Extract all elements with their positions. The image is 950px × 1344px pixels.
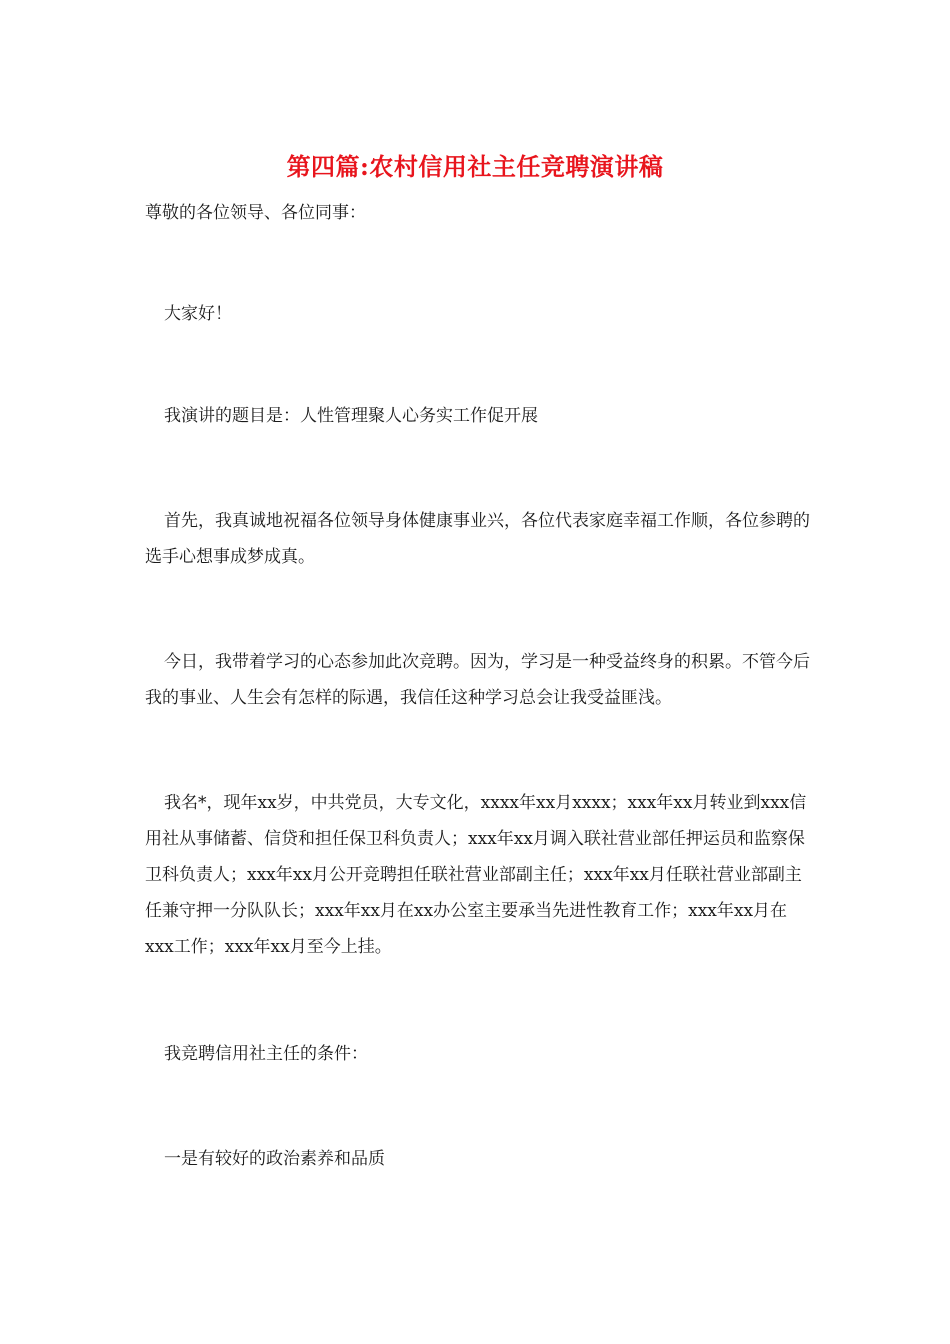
document-title: 第四篇:农村信用社主任竞聘演讲稿 (286, 152, 664, 181)
paragraph-greeting: 大家好！ (164, 304, 232, 324)
paragraph-speech-topic: 我演讲的题目是：人性管理聚人心务实工作促开展 (164, 406, 538, 426)
paragraph-learning: 今日，我带着学习的心态参加此次竞聘。因为，学习是一种受益终身的积累。不管今后我的事业、人生会有怎样的际遇，我信任这种学习总会让我受益匪浅。 (145, 652, 810, 708)
paragraph-blessing: 首先，我真诚地祝福各位领导身体健康事业兴，各位代表家庭幸福工作顺，各位参聘的选手心想事成梦成真。 (145, 511, 810, 567)
paragraph-condition-one: 一是有较好的政治素养和品质 (164, 1149, 385, 1169)
salutation: 尊敬的各位领导、各位同事： (145, 203, 366, 223)
paragraph-conditions-heading: 我竞聘信用社主任的条件： (164, 1044, 368, 1064)
paragraph-resume: 我名*，现年xx岁，中共党员，大专文化，xxxx年xx月xxxx；xxx年xx月转业到xxx信用社从事储蓄、信贷和担任保卫科负责人；xxx年xx月调入联社营业部任押运员和监察保卫科负责人；xxx年xx月公开竞聘担任联社营业部副主任；xxx年xx月任联社营业部副主任兼守押一分队队长；xxx年xx月在xx办公室主要承当先进性教育工作；xxx年xx月在xxx工作；xxx年xx月至今上挂。 (145, 793, 807, 957)
